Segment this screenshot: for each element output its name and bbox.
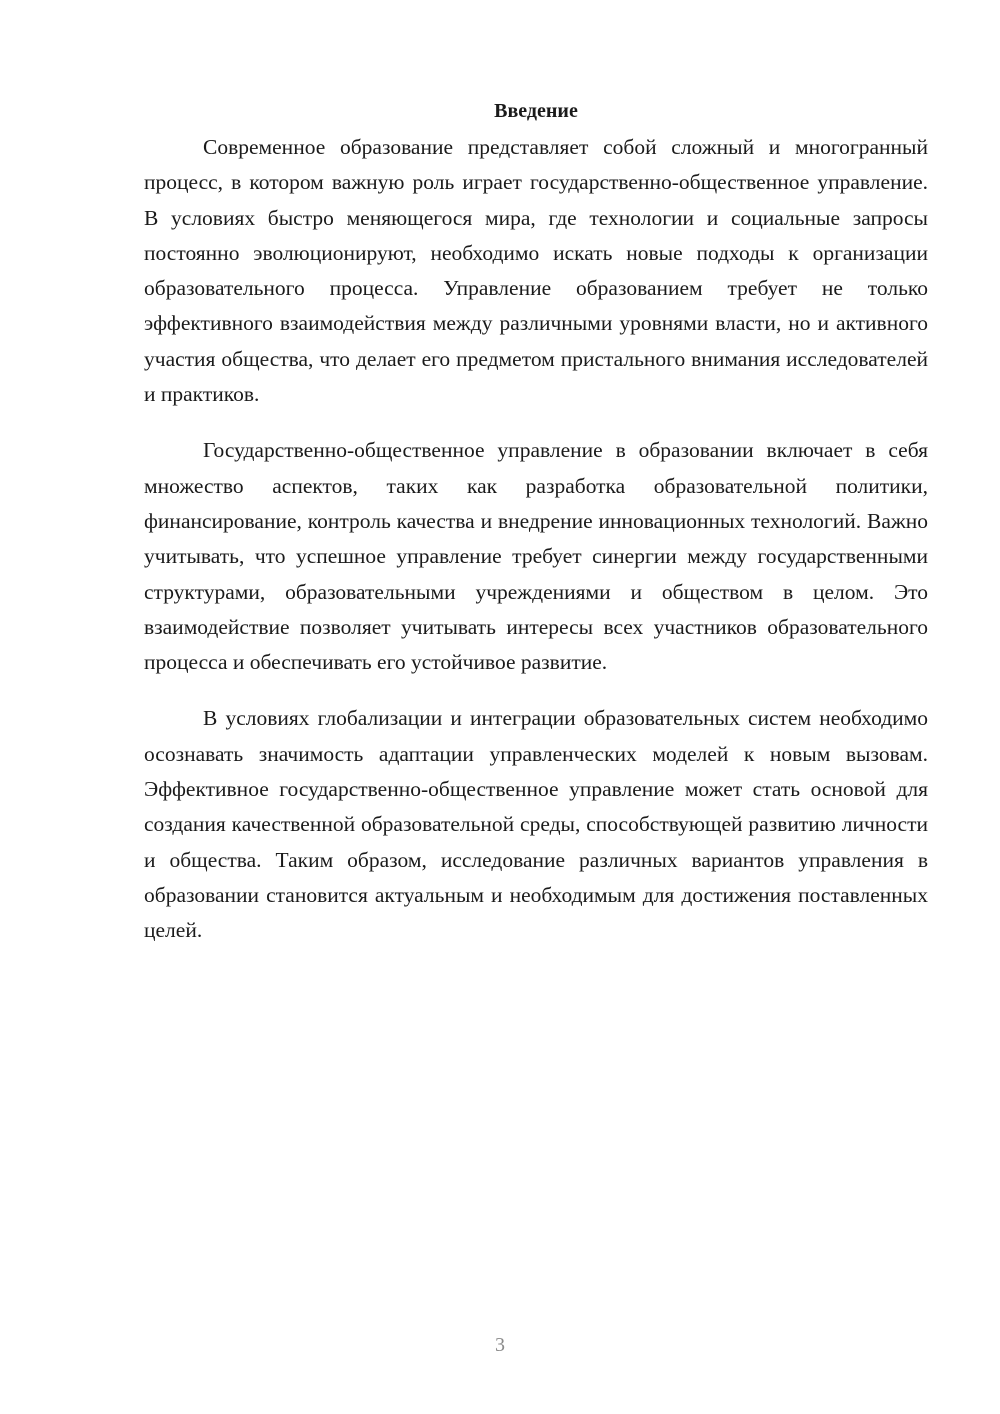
paragraph-1: Современное образование представляет собой сложный и многогранный процесс, в котором важную роль играет государственно-общественное управление. В условиях быстро меняющегося мира, где технологии и социальные запросы постоянно эволюционируют, необходимо искать новые подходы к организации образовательного процесса. Управление образованием требует не только эффективного взаимодействия между различными уровнями власти, но и активного участия общества, что делает его предметом пристального внимания исследователей и практиков.: [144, 135, 928, 407]
section-heading: Введение: [494, 100, 578, 122]
paragraph-3: В условиях глобализации и интеграции образовательных систем необходимо осознавать значимость адаптации управленческих моделей к новым вызовам. Эффективное государственно-общественное управление может стать основой для создания качественной образовательной среды, способствующей развитию личности и общества. Таким образом, исследование различных вариантов управления в образовании становится актуальным и необходимым для достижения поставленных целей.: [144, 706, 928, 943]
page-number: 3: [495, 1334, 505, 1356]
page-content: [144, 96, 928, 970]
paragraph-2: Государственно-общественное управление в образовании включает в себя множество аспектов, таких как разработка образовательной политики, финансирование, контроль качества и внедрение инновационных технологий. Важно учитывать, что успешное управление требует синергии между государственными структурами, образовательными учреждениями и обществом в целом. Это взаимодействие позволяет учитывать интересы всех участников образовательного процесса и обеспечивать его устойчивое развитие.: [144, 438, 928, 675]
